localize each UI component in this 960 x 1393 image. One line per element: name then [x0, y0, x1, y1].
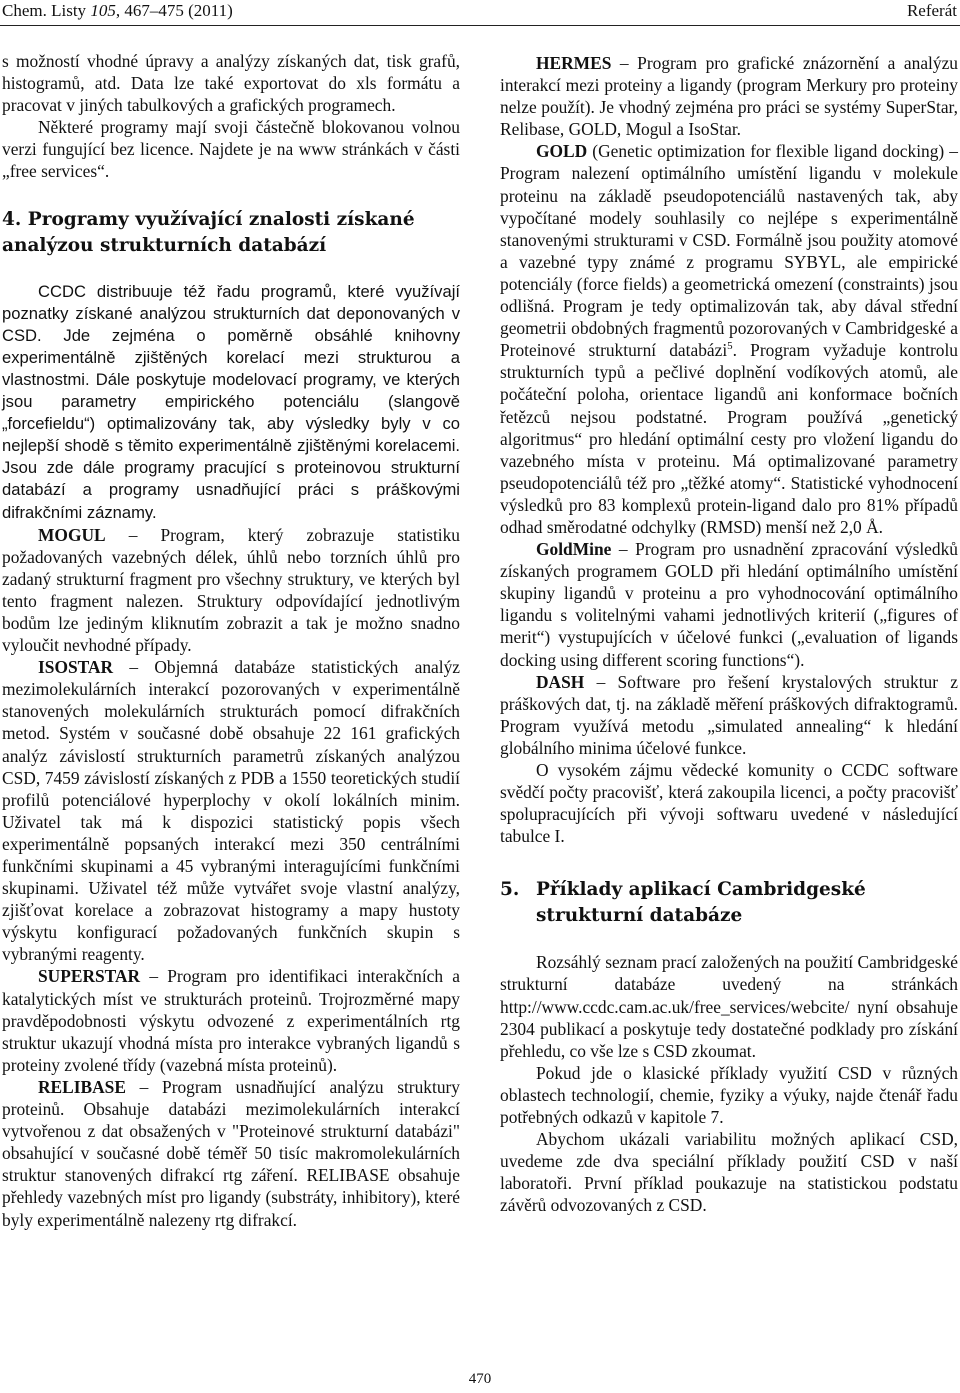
- isostar-paragraph: [2, 656, 460, 965]
- relibase-paragraph: [2, 1076, 460, 1231]
- right-column: [500, 52, 958, 1217]
- running-header: [0, 0, 960, 24]
- page-number: 470: [468, 1371, 492, 1387]
- relibase-text: – Program usnadňující analýzu struktury proteinů. Obsahuje databázi mezimolekulárních interakcí vytvořenou z dat obsažených v "Proteinové strukturní databázi" obsahující v současné době téměř 50 tisíc makromolekulárních struktur stanovených difrakcí rtg záření. RELIBASE obsahuje přehledy vazebných míst pro ligandy (substráty, inhibitory), které byly experimentálně nalezeny rtg difrakcí.: [2, 1076, 460, 1230]
- gold-text-b: . Program vyžaduje kontrolu strukturních typů a pečlivé doplnění vodíkových atomů, ale počáteční poloha, orientace ligandů ani konformace bočních řetězců nejsou podstatné. Program používá „genetický algoritmus“ pro hledání optimální cesty pro vložení ligandu do vazebného místa v proteinu. Má optimalizované parametry pseudopotenciálů též pro „těžké atomy“. Statistické vyhodnocení výsledků pro 83 komplexů protein-ligand dalo pro 81% případů odhad směrodatné odchylky (RMSD) menší než 2,0 Å.: [500, 340, 958, 537]
- relibase-name: RELIBASE: [38, 1076, 126, 1097]
- intro-paragraph-2: Některé programy mají svoji částečně blokovanou volnou verzi fungující bez licence. Najdete je na www stránkách v části „free services“.: [2, 117, 460, 182]
- isostar-name: ISOSTAR: [38, 657, 114, 678]
- mogul-text: – Program, který zobrazuje statistiku požadovaných vazebných délek, úhlů nebo torzních úhlů pro zadaný strukturní fragment pro všechny struktury, ve kterých byl tento fragment nalezen. Struktury odpovídající jednotlivým bodům lze jediným kliknutím zobrazit a tak je možno snadno vyloučit nevhodné případy.: [2, 524, 460, 656]
- hermes-paragraph: [500, 52, 958, 140]
- dash-name: DASH: [536, 671, 585, 692]
- left-column: [2, 50, 460, 1231]
- list-paragraph: Rozsáhlý seznam prací založených na použití Cambridgeské strukturní databáze uvedený na stránkách http://www.ccdc.cam.ac.uk/free_services/webcite/ nyní obsahuje 2304 publikací a poskytuje tedy dostatečné podklady pro získání přehledu, co vše lze s CSD zkoumat.: [500, 952, 958, 1061]
- section-4-number: 4.: [2, 208, 22, 230]
- journal-volume: 105: [90, 1, 116, 20]
- isostar-text: – Objemná databáze statistických analýz mezimolekulárních interakcí pozorovaných v experimentálně stanovených molekulárních strukturách pomocí difrakčních metod. Systém v současné době obsahuje 22 161 grafických analýz závislostí strukturních parametrů získaných analýzou CSD, 7459 závislostí získaných z PDB a 1550 teoretických studií profilů potenciálové hyperplochy v okolí lokálních minim. Uživatel tak má k dispozici statistický popis všech experimentálně popsaných interakcí mezi 350 centrálními funkčními skupinami a 45 vybranými interagujícími funkčními skupinami. Uživatel též může vytvářet svoje vlastní analýzy, zjišťovat korelace a zobrazovat histogramy a mapy hustoty výskytu konfigurací požadovaných funkčních skupin s vybranými reagenty.: [2, 657, 460, 965]
- journal-citation: [2, 1, 233, 21]
- goldmine-name: GoldMine: [536, 539, 612, 560]
- dash-text: – Software pro řešení krystalových struktur z práškových dat, tj. na základě měření práškových difraktogramů. Program využívá metodu „simulated annealing“ k hledání globálního minima účelové funkce.: [500, 671, 958, 758]
- intro-paragraph-1: s možností vhodné úpravy a analýzy získaných dat, tisk grafů, histogramů, atd. Data lze také exportovat do xls formátu a pracovat v jiných tabulkových a grafických programech.: [2, 51, 460, 116]
- superstar-name: SUPERSTAR: [38, 966, 141, 987]
- gold-text-a: (Genetic optimization for flexible ligand docking) – Program nalezení optimálního umístění ligandu v molekule proteinu na základě pseudopotenciálů nastavených tak, aby vypočítané modely souhlasily co nejlépe s experimentálně stanovenými strukturami v CSD. Formálně jsou použity atomové a vazebné typy známé z programu SYBYL, ale empirické potenciály (force fields) a geometrická omezení (constraints) jsou odlišná. Program je tedy optimalizován tak, aby dával střední geometrii obdobných fragmentů pozorovaných v Cambridgeské a Proteinové strukturní databázi: [500, 141, 958, 361]
- interest-paragraph: O vysokém zájmu vědecké komunity o CCDC software svědčí počty pracovišť, která zakoupila licenci, a počty pracovišť spolupracujících při vývoji softwaru uvedené v následující tabulce I.: [500, 760, 958, 847]
- dash-paragraph: [500, 671, 958, 759]
- classic-examples-paragraph: Pokud jde o klasické příklady využití CSD v různých oblastech technologií, chemie, fyziky a výuky, najde čtenář řadu potřebných odkazů v kapitole 7.: [500, 1062, 958, 1128]
- section-5-heading: [500, 877, 958, 929]
- variability-paragraph: Abychom ukázali variabilitu možných aplikací CSD, uvedeme zde dva speciální příklady použití CSD v naší laboratoři. První příklad poukazuje na statistickou podstatu závěrů odvozovaných z CSD.: [500, 1129, 958, 1216]
- gold-paragraph: [500, 140, 958, 538]
- journal-pages: , 467–475 (2011): [115, 1, 233, 20]
- hermes-name: HERMES: [536, 53, 612, 73]
- section-5-number: 5.: [500, 879, 520, 901]
- section-4-heading: [2, 207, 460, 259]
- ccdc-paragraph: CCDC distribuuje též řadu programů, které využívají poznatky získané analýzou strukturních dat deponovaných v CSD. Jde zejména o poměrně obsáhlé knihovny experimentálně zjištěných korelací mezi strukturou a vlastnostmi. Dále poskytuje modelovací programy, ve kterých jsou parametry empirického potenciálu (slangově „forcefieldu“) optimalizovány tak, aby výsledky byly v co nejlepší shodě s těmito experimentálně zjištěnými korelacemi. Jsou zde dále programy pracující s proteinovou strukturní databází a programy usnadňující práci s práškovými difrakčními záznamy.: [2, 281, 460, 522]
- goldmine-text: – Program pro usnadnění zpracování výsledků získaných programem GOLD při hledání optimálního umístění skupiny ligandů v proteinu a pro vyhodnocování optimálního ligandu s volitelnými vahami jednotlivých kriterií („figures of merit“) vystupujících v účelové funkci („evaluation of ligands docking using different scoring functions“).: [500, 539, 958, 670]
- superstar-paragraph: [2, 965, 460, 1075]
- section-5-title: Příklady aplikací Cambridgeské strukturní databáze: [536, 879, 866, 927]
- mogul-paragraph: [2, 524, 460, 657]
- journal-prefix: Chem. Listy: [2, 1, 91, 20]
- superstar-text: – Program pro identifikaci interakčních a katalytických míst ve strukturách proteinů. Trojrozměrné mapy pravděpodobnosti výskytu odvozené z experimentálních rtg struktur ukazují vhodná místa pro interakce vybraných ligandů s proteiny zvolené třídy (vazebná místa proteinů).: [2, 966, 460, 1075]
- mogul-name: MOGUL: [38, 524, 106, 545]
- header-rule: [0, 25, 960, 26]
- gold-name: GOLD: [536, 141, 588, 162]
- goldmine-paragraph: [500, 538, 958, 671]
- gold-reference: 5: [727, 340, 733, 353]
- hermes-text: – Program pro grafické znázornění a analýzu interakcí mezi proteiny a ligandy (program Merkury pro proteiny nelze použít). Je vhodný zejména pro práci se systémy SuperStar, Relibase, GOLD, Mogul a IsoStar.: [500, 53, 958, 140]
- section-type: Referát: [906, 1, 957, 20]
- section-4-title: Programy využívající znalosti získané analýzou strukturních databází: [2, 208, 415, 256]
